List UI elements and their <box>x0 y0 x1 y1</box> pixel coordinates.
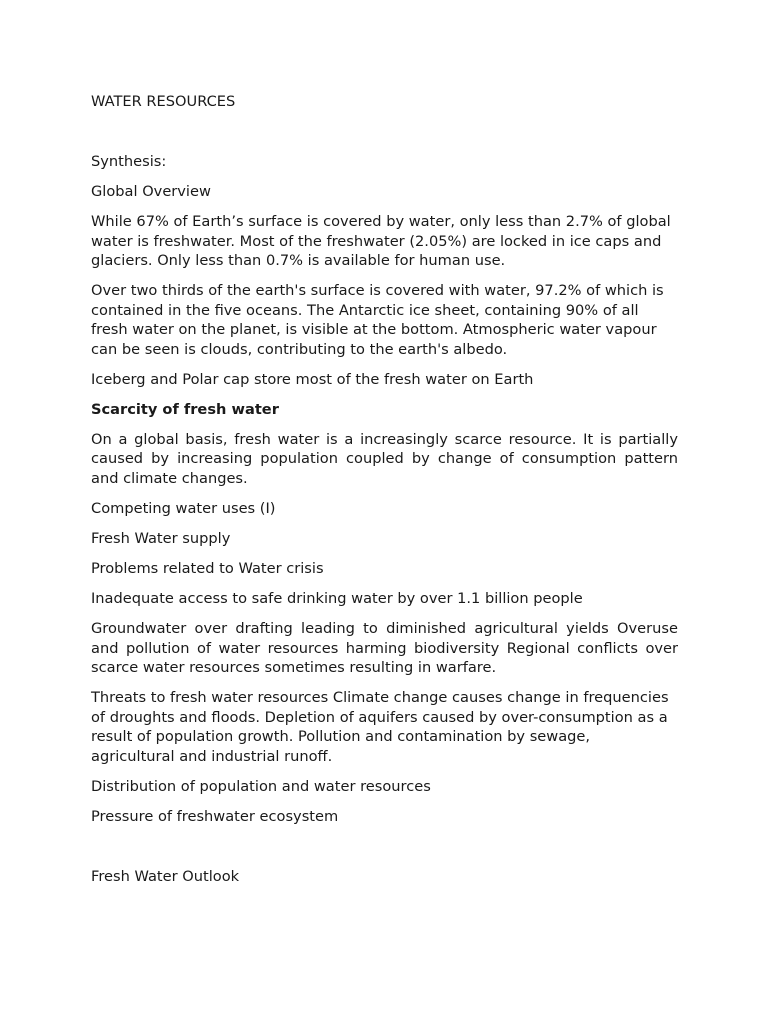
paragraph-groundwater: Groundwater over drafting leading to diminished agricultural yields Overuse and pollution of water resources harming biodiversity Regional conflicts over scarce water resources sometimes resulting in warfare. <box>91 619 678 677</box>
paragraph-distribution: Distribution of population and water resources <box>91 777 431 795</box>
paragraph-drinking-water: Inadequate access to safe drinking water by over 1.1 billion people <box>91 589 583 607</box>
paragraph-global-overview: Global Overview <box>91 182 211 200</box>
paragraph-fresh-water-supply: Fresh Water supply <box>91 530 231 548</box>
paragraph-problems: Problems related to Water crisis <box>91 560 324 577</box>
document-body <box>91 92 678 897</box>
paragraph-iceberg: Iceberg and Polar cap store most of the fresh water on Earth <box>91 370 534 388</box>
paragraph-scarcity: On a global basis, fresh water is a increasingly scarce resource. It is partially caused by increasing population coupled by change of consumption pattern and climate changes. <box>91 430 678 488</box>
paragraph-oceans: Over two thirds of the earth's surface is covered with water, 97.2% of which is contained in the five oceans. The Antarctic ice sheet, containing 90% of all fresh water on the planet, is visible at the bottom. Atmospheric water vapour can be seen is clouds, contributing to the earth's albedo. <box>91 282 664 358</box>
paragraph-threats: Threats to fresh water resources Climate change causes change in frequencies of droughts and floods. Depletion of aquifers caused by over-consumption as a result of population growth. Pollution and contamination by sewage, agricultural and industrial runoff. <box>91 689 669 765</box>
section-heading-scarcity: Scarcity of fresh water <box>91 400 279 418</box>
paragraph-synthesis: Synthesis: <box>91 152 167 170</box>
paragraph-pressure: Pressure of freshwater ecosystem <box>91 807 339 825</box>
paragraph-earth-water-share: While 67% of Earth’s surface is covered by water, only less than 2.7% of global water is freshwater. Most of the freshwater (2.05%) are locked in ice caps and glaciers. Only less than 0.7% is available for human use. <box>91 212 671 270</box>
paragraph-competing-uses: Competing water uses (I) <box>91 500 276 518</box>
paragraph-outlook: Fresh Water Outlook <box>91 867 240 885</box>
document-title: WATER RESOURCES <box>91 93 236 110</box>
